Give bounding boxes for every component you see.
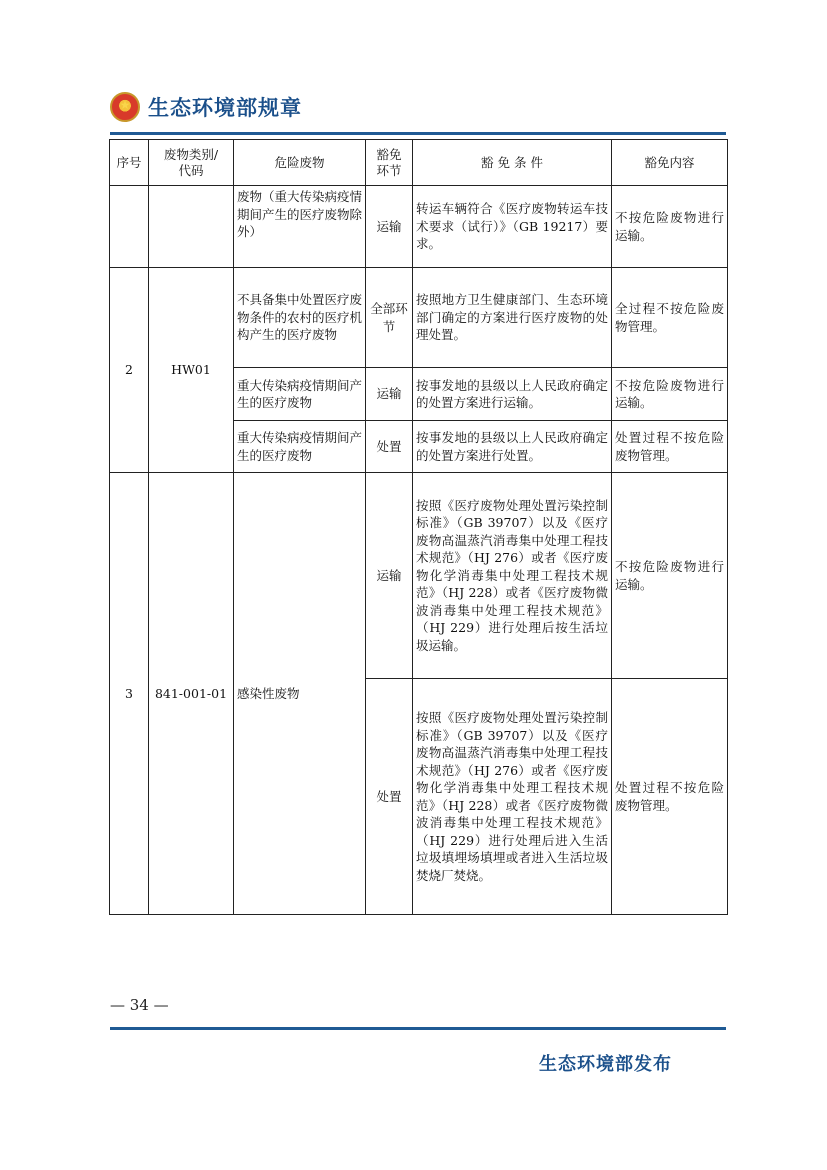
cell-waste: 重大传染病疫情期间产生的医疗废物 <box>234 368 366 421</box>
header-rule <box>110 132 726 135</box>
cell-stage: 运输 <box>366 186 413 268</box>
cell-seq <box>110 186 149 268</box>
cell-waste: 废物（重大传染病疫情期间产生的医疗废物除外） <box>234 186 366 268</box>
cell-condition: 转运车辆符合《医疗废物转运车技术要求（试行）》（GB 19217）要求。 <box>413 186 612 268</box>
header-condition: 豁 免 条 件 <box>413 140 612 186</box>
cell-seq: 2 <box>110 268 149 473</box>
cell-content: 全过程不按危险废物管理。 <box>612 268 728 368</box>
cell-content: 不按危险废物进行运输。 <box>612 368 728 421</box>
table-row <box>110 186 728 268</box>
cell-content: 处置过程不按危险废物管理。 <box>612 679 728 915</box>
cell-condition: 按照《医疗废物处理处置污染控制标准》（GB 39707）以及《医疗废物高温蒸汽消毒集中处理工程技术规范》（HJ 276）或者《医疗废物化学消毒集中处理工程技术规范》（HJ 228）或者《医疗废物微波消毒集中处理工程技术规范》（HJ 229）进行处理后进入生活垃圾填埋场填埋或者进入生活垃圾焚烧厂焚烧。 <box>413 679 612 915</box>
cell-stage: 运输 <box>366 473 413 679</box>
table-header-row <box>110 140 728 186</box>
cell-condition: 按事发地的县级以上人民政府确定的处置方案进行处置。 <box>413 421 612 473</box>
cell-code: HW01 <box>149 268 234 473</box>
cell-code <box>149 186 234 268</box>
table-row <box>110 268 728 368</box>
cell-condition: 按事发地的县级以上人民政府确定的处置方案进行运输。 <box>413 368 612 421</box>
cell-condition: 按照《医疗废物处理处置污染控制标准》（GB 39707）以及《医疗废物高温蒸汽消毒集中处理工程技术规范》（HJ 276）或者《医疗废物化学消毒集中处理工程技术规范》（HJ 228）或者《医疗废物微波消毒集中处理工程技术规范》（HJ 229）进行处理后按生活垃圾运输。 <box>413 473 612 679</box>
page-header <box>110 90 302 124</box>
header-title: 生态环境部规章 <box>148 96 302 120</box>
table-row <box>110 473 728 679</box>
national-emblem-icon <box>110 92 140 122</box>
cell-code: 841-001-01 <box>149 473 234 915</box>
cell-content: 不按危险废物进行运输。 <box>612 186 728 268</box>
cell-waste: 感染性废物 <box>234 473 366 915</box>
publisher-title: 生态环境部发布 <box>539 1054 672 1075</box>
header-category: 废物类别/ 代码 <box>149 140 234 186</box>
footer-rule <box>110 1027 726 1030</box>
header-seq: 序号 <box>110 140 149 186</box>
cell-waste: 不具备集中处置医疗废物条件的农村的医疗机构产生的医疗废物 <box>234 268 366 368</box>
page-number: — 34 — <box>110 996 169 1014</box>
cell-stage: 处置 <box>366 679 413 915</box>
header-waste: 危险废物 <box>234 140 366 186</box>
cell-stage: 全部环节 <box>366 268 413 368</box>
header-content: 豁免内容 <box>612 140 728 186</box>
exemption-table <box>109 139 728 915</box>
cell-content: 处置过程不按危险废物管理。 <box>612 421 728 473</box>
cell-seq: 3 <box>110 473 149 915</box>
header-stage: 豁免 环节 <box>366 140 413 186</box>
cell-condition: 按照地方卫生健康部门、生态环境部门确定的方案进行医疗废物的处理处置。 <box>413 268 612 368</box>
cell-stage: 运输 <box>366 368 413 421</box>
cell-waste: 重大传染病疫情期间产生的医疗废物 <box>234 421 366 473</box>
cell-stage: 处置 <box>366 421 413 473</box>
cell-content: 不按危险废物进行运输。 <box>612 473 728 679</box>
